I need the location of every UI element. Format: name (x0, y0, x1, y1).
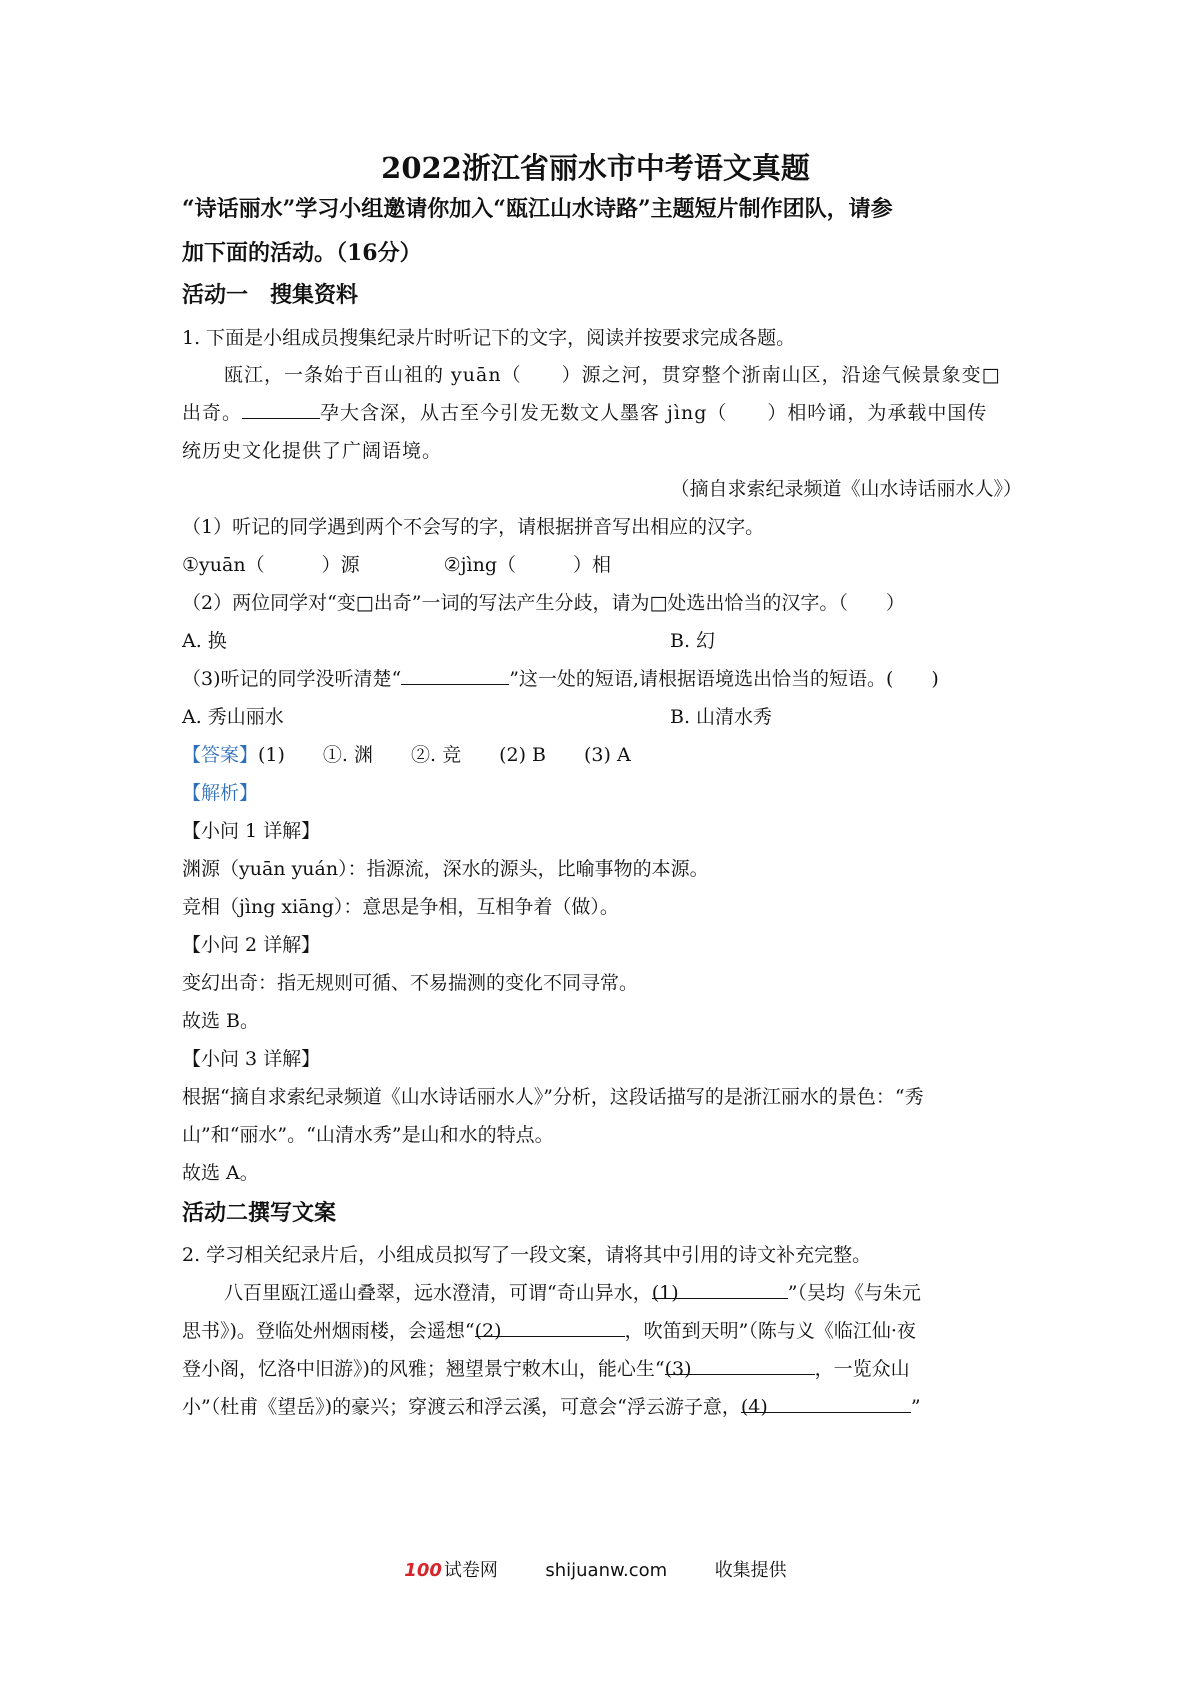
passage-line-1: 瓯江，一条始于百山祖的 yuān（ ）源之河，贯穿整个浙南山区，沿途气候景象变□ (224, 364, 1001, 386)
sub-question-1: （1）听记的同学遇到两个不会写的字，请根据拼音写出相应的汉字。 (182, 516, 765, 538)
page-footer (0, 1556, 1191, 1582)
detail-1-heading: 【小问 1 详解】 (182, 820, 321, 842)
activity-2-heading: 活动二撰写文案 (182, 1200, 337, 1226)
copy-line-3-start: 登小阁，忆洛中旧游》)的风雅；翘望景宁敕木山，能心生“ (182, 1358, 665, 1380)
detail-2-line-2: 故选 B。 (182, 1010, 260, 1032)
passage-blank (242, 400, 320, 419)
detail-1-line-1: 渊源（yuān yuán）：指源流，深水的源头，比喻事物的本源。 (182, 858, 709, 880)
activity-1-heading: 活动一 搜集资料 (182, 282, 359, 308)
detail-3-line-1: 根据“摘自求索纪录频道《山水诗话丽水人》”分析，这段话描写的是浙江丽水的景色：“秀 (182, 1086, 924, 1108)
detail-2-line-1: 变幻出奇：指无规则可循、不易揣测的变化不同寻常。 (182, 972, 639, 994)
question-1-stem: 1. 下面是小组成员搜集纪录片时听记下的文字，阅读并按要求完成各题。 (182, 327, 796, 349)
blank-3: (3) (665, 1356, 815, 1375)
copy-line-3 (182, 1356, 1022, 1382)
detail-2-heading: 【小问 2 详解】 (182, 934, 321, 956)
site-logo: 100 (404, 1560, 442, 1581)
intro-line-1: “诗话丽水”学习小组邀请你加入“瓯江山水诗路”主题短片制作团队，请参 (182, 196, 893, 222)
page-title: 2022浙江省丽水市中考语文真题 (381, 151, 810, 185)
answer-text: (1) ①. 渊 ②. 竞 (2) B (3) A (258, 744, 631, 766)
footer-url[interactable]: shijuanw.com (545, 1560, 668, 1581)
sub3-blank (401, 666, 509, 685)
passage-line-2-start: 出奇。 (182, 402, 243, 424)
copy-line-2 (182, 1318, 1022, 1344)
detail-3-line-2: 山”和“丽水”。“山清水秀”是山和水的特点。 (182, 1124, 554, 1146)
passage-line-2 (182, 400, 1022, 426)
sub-question-3 (182, 666, 1022, 692)
sub3-option-a: A. 秀山丽水 (182, 706, 284, 728)
copy-line-2-end: ，吹笛到天明”（陈与义《临江仙·夜 (624, 1320, 916, 1342)
sub1-item-2: ②jìng（ ）相 (443, 554, 611, 576)
copy-line-4-start: 小”（杜甫《望岳》)的豪兴；穿渡云和浮云溪，可意会“浮云游子意， (182, 1396, 741, 1418)
sub1-item-1: ①yuān（ ）源 (182, 554, 360, 576)
copy-line-1-end: ”（吴均《与朱元 (787, 1282, 921, 1304)
detail-3-heading: 【小问 3 详解】 (182, 1048, 321, 1070)
passage-line-3: 统历史文化提供了广阔语境。 (182, 440, 443, 462)
sub2-option-a: A. 换 (182, 630, 227, 652)
sub-question-2: （2）两位同学对“变□出奇”一词的写法产生分歧，请为□处选出恰当的汉字。（ ） (182, 592, 905, 614)
detail-3-line-3: 故选 A。 (182, 1162, 259, 1184)
sub-question-3-options (182, 704, 1022, 730)
sub-question-1-items (182, 552, 1022, 578)
analysis-tag: 【解析】 (182, 782, 259, 804)
copy-line-2-start: 思书》)。登临处州烟雨楼，会遥想“ (182, 1320, 475, 1342)
answer-tag: 【答案】 (182, 744, 259, 766)
sub-question-2-options (182, 628, 1022, 654)
copy-line-4-end: ” (910, 1396, 921, 1418)
passage-line-2-end: 孕大含深，从古至今引发无数文人墨客 jìng（ ）相吟诵，为承载中国传 (320, 402, 988, 424)
sub2-option-b: B. 幻 (670, 630, 716, 652)
sub3-start: （3)听记的同学没听清楚“ (182, 668, 402, 690)
blank-4: (4) (741, 1394, 911, 1413)
intro-line-2: 加下面的活动。（16分） (182, 240, 422, 266)
answer-line (182, 742, 1022, 768)
blank-1: (1) (652, 1280, 788, 1299)
copy-line-4 (182, 1394, 1022, 1420)
footer-note: 收集提供 (714, 1560, 787, 1581)
footer-site-name: 试卷网 (443, 1560, 498, 1581)
sub3-option-b: B. 山清水秀 (670, 706, 773, 728)
question-2-stem: 2. 学习相关纪录片后，小组成员拟写了一段文案，请将其中引用的诗文补充完整。 (182, 1244, 872, 1266)
passage-source: （摘自求索纪录频道《山水诗话丽水人》） (670, 478, 1022, 500)
copy-line-1 (224, 1280, 1022, 1306)
copy-line-1-start: 八百里瓯江遥山叠翠，远水澄清，可谓“奇山异水， (224, 1282, 652, 1304)
blank-2: (2) (475, 1318, 625, 1337)
sub3-end: ”这一处的短语,请根据语境选出恰当的短语。( ) (509, 668, 939, 690)
copy-line-3-end: ，一览众山 (814, 1358, 910, 1380)
detail-1-line-2: 竞相（jìng xiāng）：意思是争相，互相争着（做）。 (182, 896, 619, 918)
